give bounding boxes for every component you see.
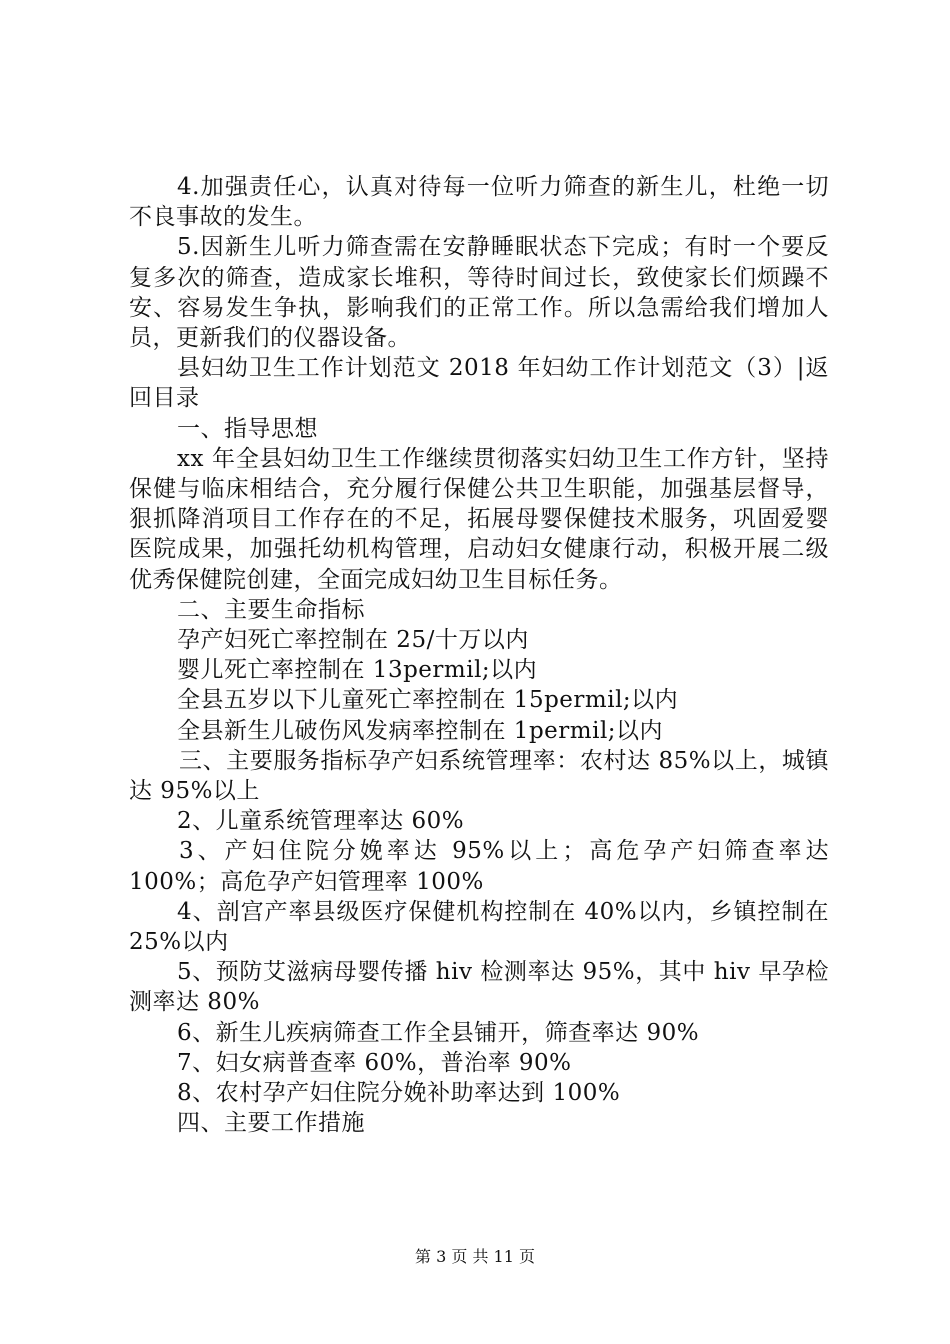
heading-work-measures: 四、主要工作措施 xyxy=(177,1110,365,1137)
service-item-3: 3、产妇住院分娩率达 95%以上；高危孕产妇筛查率达 100%；高危孕产妇管理率 100% xyxy=(129,838,829,895)
heading-life-indicators: 二、主要生命指标 xyxy=(177,596,365,623)
indicator-infant-mortality: 婴儿死亡率控制在 13permil;以内 xyxy=(177,657,538,684)
heading-guiding-thought: 一、指导思想 xyxy=(177,415,318,442)
indicator-under-five-mortality: 全县五岁以下儿童死亡率控制在 15permil;以内 xyxy=(177,687,679,714)
heading-service-indicators: 三、主要服务指标孕产妇系统管理率：农村达 85%以上，城镇达 95%以上 xyxy=(129,747,829,805)
document-body xyxy=(129,172,829,1139)
indicator-maternal-mortality: 孕产妇死亡率控制在 25/十万以内 xyxy=(177,627,529,654)
service-item-7: 7、妇女病普查率 60%，普治率 90% xyxy=(177,1049,572,1076)
paragraph-1: 4.加强责任心，认真对待每一位听力筛查的新生儿，杜绝一切不良事故的发生。 xyxy=(129,174,829,231)
service-item-2: 2、儿童系统管理率达 60% xyxy=(177,808,465,835)
service-item-6: 6、新生儿疾病筛查工作全县铺开，筛查率达 90% xyxy=(177,1019,700,1046)
page-footer xyxy=(0,1244,950,1267)
indicator-neonatal-tetanus: 全县新生儿破伤风发病率控制在 1permil;以内 xyxy=(177,717,664,744)
service-item-8: 8、农村孕产妇住院分娩补助率达到 100% xyxy=(177,1080,621,1107)
section-heading-plan: 县妇幼卫生工作计划范文 2018 年妇幼工作计划范文（3）|返回目录 xyxy=(129,355,829,412)
paragraph-2: 5.因新生儿听力筛查需在安静睡眠状态下完成；有时一个要反复多次的筛查，造成家长堆积，等待时间过长，致使家长们烦躁不安、容易发生争执，影响我们的正常工作。所以急需给我们增加人员，更新我们的仪器设备。 xyxy=(129,234,829,352)
page-number-label: 第 3 页 共 11 页 xyxy=(415,1247,535,1266)
paragraph-guiding-thought: xx 年全县妇幼卫生工作继续贯彻落实妇幼卫生工作方针，坚持保健与临床相结合，充分履行保健公共卫生职能，加强基层督导，狠抓降消项目工作存在的不足，拓展母婴保健技术服务，巩固爱婴医院成果，加强托幼机构管理，启动妇女健康行动，积极开展二级优秀保健院创建，全面完成妇幼卫生目标任务。 xyxy=(129,445,829,593)
service-item-5: 5、预防艾滋病母婴传播 hiv 检测率达 95%，其中 hiv 早孕检测率达 80% xyxy=(129,959,829,1016)
service-item-4: 4、剖宫产率县级医疗保健机构控制在 40%以内，乡镇控制在 25%以内 xyxy=(129,898,829,956)
